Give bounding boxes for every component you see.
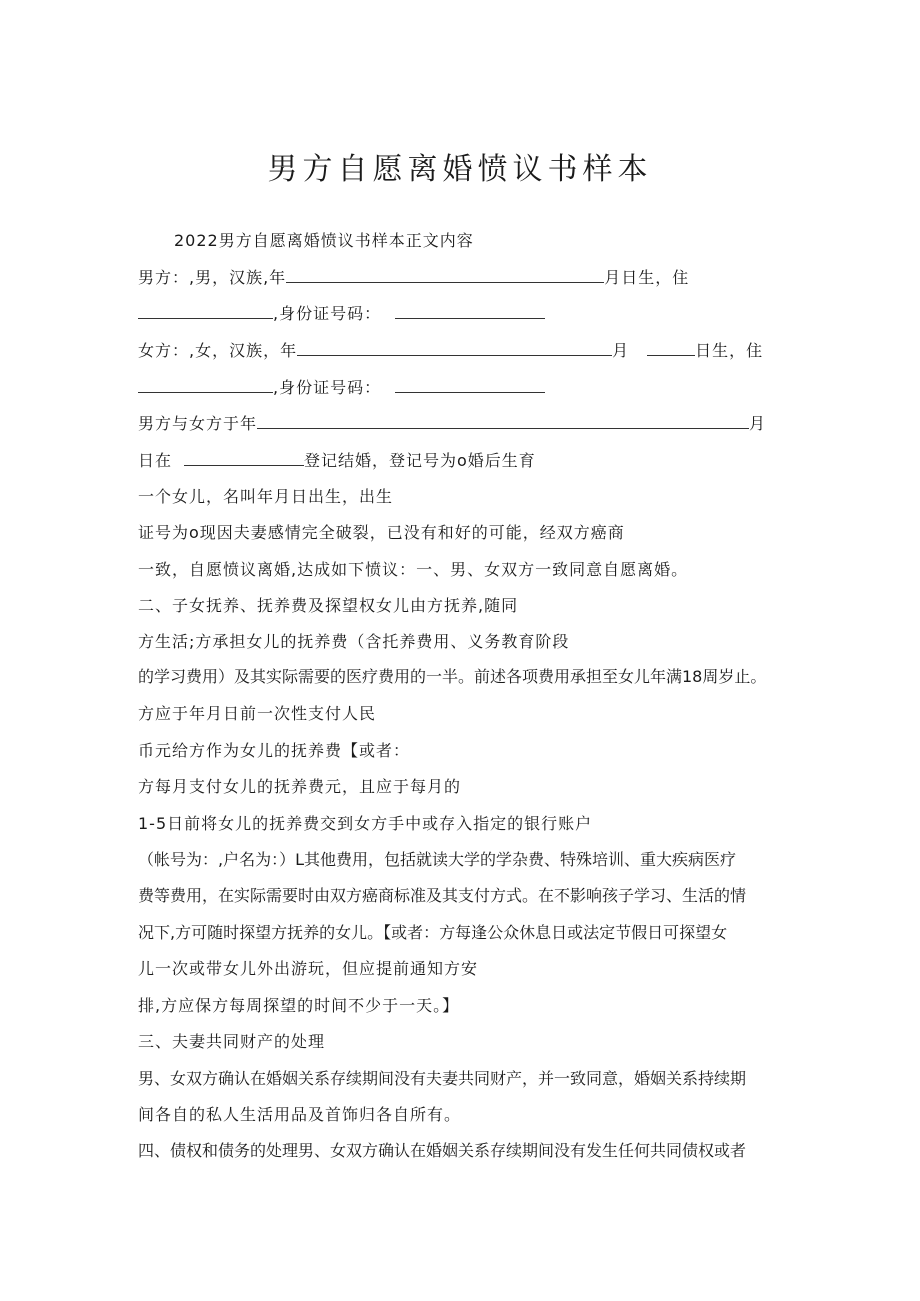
text-line: 女方：,女，汉族，年 月 日生，住	[138, 341, 764, 360]
text-line: 1-5日前将女儿的抚养费交到女方手中或存入指定的银行账户	[138, 814, 593, 833]
text-line: 四、债权和债务的处理男、女双方确认在婚姻关系存续期间没有发生任何共同债权或者	[138, 1141, 747, 1160]
text-line: 证号为o现因夫妻感情完全破裂，已没有和好的可能，经双方癌商	[138, 523, 625, 542]
fill-blank	[647, 339, 695, 356]
text-line: 排,方应保方每周探望的时间不少于一天。】	[138, 996, 460, 1015]
document-subtitle: 2022男方自愿离婚愤议书样本正文内容	[174, 231, 474, 250]
fill-blank	[138, 302, 273, 319]
document-title: 男方自愿离婚愤议书样本	[267, 152, 653, 187]
text-line: 间各自的私人生活用品及首饰归各自所有。	[138, 1105, 462, 1124]
fill-blank	[297, 339, 612, 356]
text-line: 方每月支付女儿的抚养费元，且应于每月的	[138, 777, 462, 796]
text-line: ,身份证号码：	[138, 376, 798, 400]
text-line: ,身份证号码：	[138, 302, 798, 326]
text-line: 儿一次或带女儿外出游玩，但应提前通知方安	[138, 959, 479, 978]
text-line: 费等费用，在实际需要时由双方癌商标准及其支付方式。在不影响孩子学习、生活的情	[138, 886, 747, 905]
fill-blank	[395, 302, 545, 319]
fill-blank	[184, 449, 304, 466]
fill-blank	[257, 412, 749, 429]
text-line: 二、子女抚养、抚养费及探望权女儿由方抚养,随同	[138, 596, 519, 615]
text-line: 况下,方可随时探望方抚养的女儿。【或者：方每逢公众休息日或法定节假日可探望女	[138, 923, 728, 942]
text-line: 一致，自愿愤议离婚,达成如下愤议：一、男、女双方一致同意自愿离婚。	[138, 560, 689, 579]
fill-blank	[395, 376, 545, 393]
text-line: 男方：,男，汉族,年 月日生，住	[138, 268, 690, 287]
text-line: 的学习费用）及其实际需要的医疗费用的一半。前述各项费用承担至女儿年满18周岁止。	[138, 667, 767, 686]
text-line: 男方与女方于年 月	[138, 414, 767, 433]
text-line: 币元给方作为女儿的抚养费【或者：	[138, 741, 411, 760]
text-line: 三、夫妻共同财产的处理	[138, 1032, 326, 1051]
fill-blank	[286, 266, 604, 283]
text-line: （帐号为：,户名为：）L其他费用，包括就读大学的学杂费、特殊培训、重大疾病医疗	[138, 850, 737, 869]
text-line: 一个女儿，名叫年月日出生，出生	[138, 487, 394, 506]
text-line: 男、女双方确认在婚姻关系存续期间没有夫妻共同财产，并一致同意，婚姻关系持续期	[138, 1069, 747, 1088]
text-line: 方应于年月日前一次性支付人民	[138, 704, 377, 723]
text-line: 方生活;方承担女儿的抚养费（含托养费用、义务教育阶段	[138, 632, 570, 651]
fill-blank	[138, 376, 273, 393]
text-line: 日在 登记结婚，登记号为o婚后生育	[138, 451, 536, 470]
